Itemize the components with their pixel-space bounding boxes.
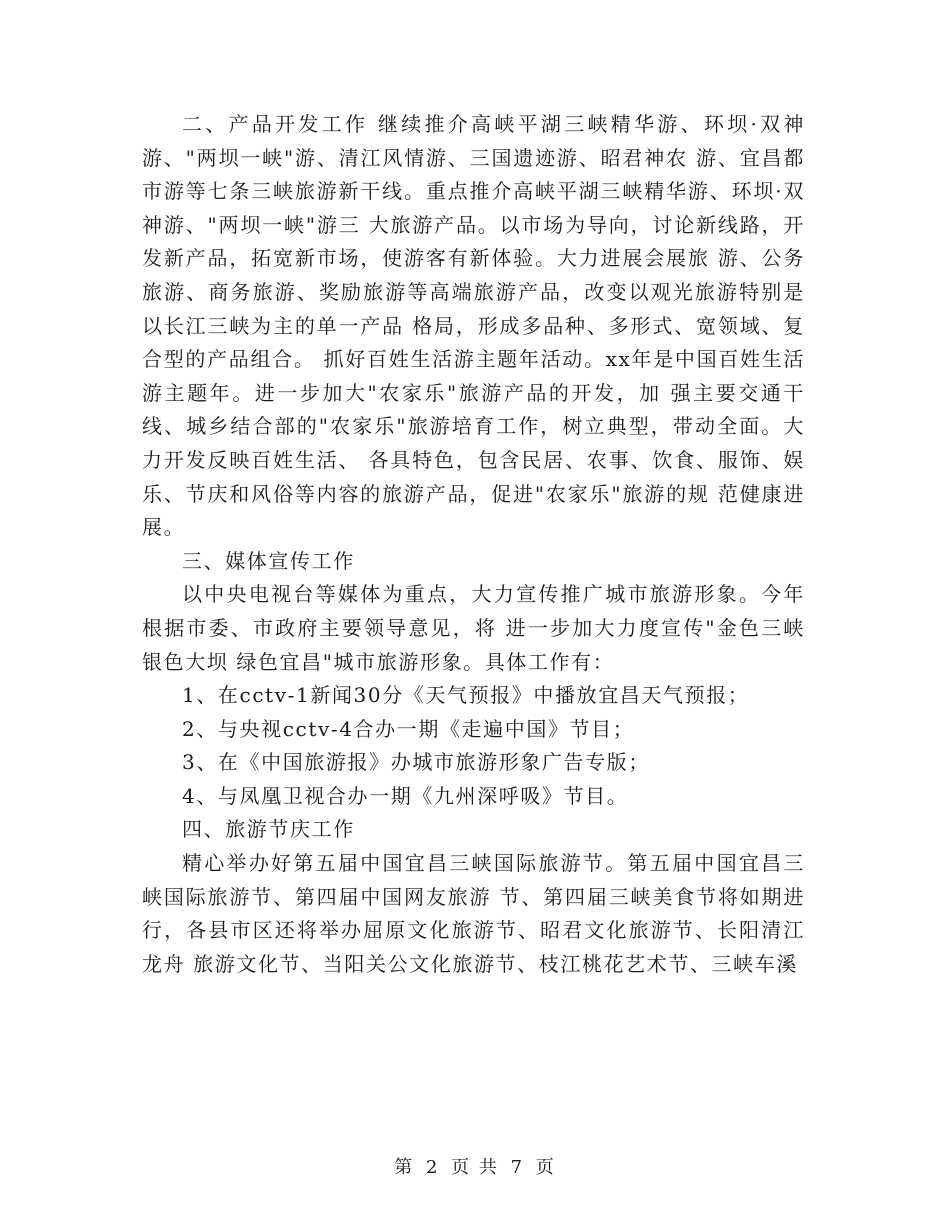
document-body	[142, 108, 805, 981]
footer-middle: 页 共	[451, 1157, 499, 1178]
list-item-4: 4、与凤凰卫视合办一期《九州深呼吸》节目。	[182, 783, 629, 808]
footer-suffix: 页	[535, 1157, 556, 1178]
paragraph-product-development: 二、产品开发工作 继续推介高峡平湖三峡精华游、环坝·双神游、"两坝一峡"游、清江风情游、三国遗迹游、昭君神农 游、宜昌都市游等七条三峡旅游新干线。重点推介高峡平湖三峡精华游、环坝·双神游、"两坝一峡"游三 大旅游产品。以市场为导向，讨论新线路，开发新产品，拓宽新市场，使游客有新体验。大力进展会展旅 游、公务旅游、商务旅游、奖励旅游等高端旅游产品，改变以观光旅游特别是以长江三峡为主的单一产品 格局，形成多品种、多形式、宽领域、复合型的产品组合。 抓好百姓生活游主题年活动。xx年是中国百姓生活游主题年。进一步加大"农家乐"旅游产品的开发，加 强主要交通干线、城乡结合部的"农家乐"旅游培育工作，树立典型，带动全面。大力开发反映百姓生活、 各具特色，包含民居、农事、饮食、服饰、娱乐、节庆和风俗等内容的旅游产品，促进"农家乐"旅游的规 范健康进展。	[142, 112, 805, 540]
heading-media-promotion: 三、媒体宣传工作	[182, 548, 355, 573]
footer-current-page: 2	[425, 1157, 440, 1178]
list-item-2: 2、与央视cctv-4合办一期《走遍中国》节目；	[182, 716, 635, 741]
paragraph-festival: 精心举办好第五届中国宜昌三峡国际旅游节。第五届中国宜昌三峡国际旅游节、第四届中国网友旅游 节、第四届三峡美食节将如期进行，各县市区还将举办屈原文化旅游节、昭君文化旅游节、长阳清江龙舟 旅游文化节、当阳关公文化旅游节、枝江桃花艺术节、三峡车溪	[142, 851, 805, 976]
footer-total-pages: 7	[510, 1157, 525, 1178]
page-footer	[0, 1153, 950, 1179]
list-item-1: 1、在cctv-1新闻30分《天气预报》中播放宜昌天气预报；	[182, 683, 750, 708]
list-item-3: 3、在《中国旅游报》办城市旅游形象广告专版；	[182, 750, 650, 775]
paragraph-media-intro: 以中央电视台等媒体为重点，大力宣传推广城市旅游形象。今年根据市委、市政府主要领导意见，将 进一步加大力度宣传"金色三峡 银色大坝 绿色宜昌"城市旅游形象。具体工作有：	[142, 582, 805, 674]
footer-prefix: 第	[394, 1157, 415, 1178]
heading-festival-work: 四、旅游节庆工作	[182, 817, 355, 842]
